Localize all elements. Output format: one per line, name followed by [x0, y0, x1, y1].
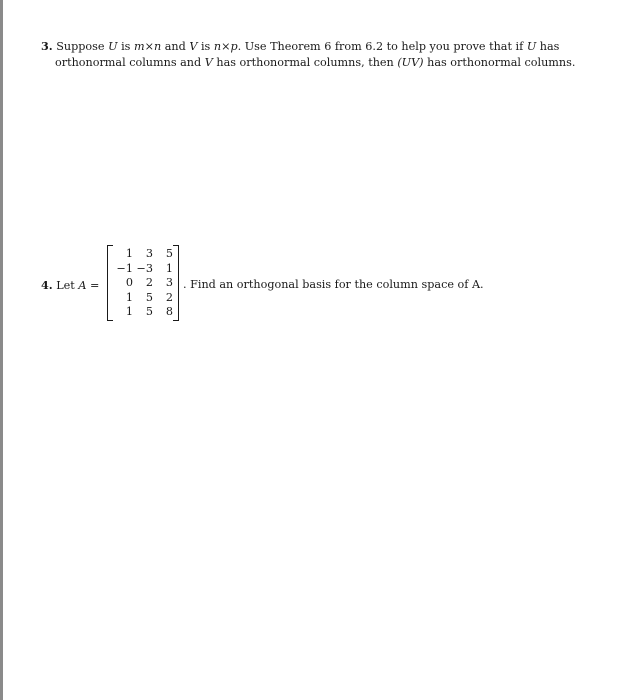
- matrix-row: [115, 262, 173, 276]
- matrix-row: [115, 276, 173, 290]
- math-symbol: U: [108, 40, 118, 53]
- matrix-cell: 2: [165, 290, 173, 304]
- text-run: and: [161, 40, 190, 53]
- matrix-row: [115, 247, 173, 261]
- matrix-cell: 8: [165, 305, 173, 318]
- matrix-cell: −1: [116, 261, 133, 275]
- matrix-cell: 1: [165, 261, 173, 275]
- problem-3-text-2: [55, 56, 575, 69]
- problem-3-line-2: [41, 55, 621, 71]
- problem-4-label: [41, 278, 99, 292]
- text-run: is: [117, 40, 134, 53]
- matrix-cell: 5: [145, 305, 153, 318]
- math-symbol: U: [526, 40, 537, 53]
- equals-sign: =: [86, 279, 100, 292]
- matrix-cell: 3: [165, 276, 173, 289]
- text-run: has: [536, 40, 560, 53]
- text-run: Suppose: [52, 40, 109, 53]
- problem-3-line-1: [41, 38, 621, 55]
- problem-4-number: 4.: [41, 278, 53, 292]
- math-symbol: V: [189, 40, 198, 53]
- matrix-row: [115, 305, 173, 319]
- matrix-cell: 1: [125, 247, 133, 260]
- matrix-cell: 2: [145, 276, 153, 289]
- matrix-cell: 0: [125, 276, 133, 289]
- text-run: orthonormal columns and: [55, 56, 205, 69]
- matrix-a: [107, 244, 179, 322]
- matrix-cell: 1: [125, 305, 133, 318]
- problem-3-text-1: [53, 40, 560, 53]
- problem-4-let: Let: [52, 279, 79, 292]
- problem-4-question: . Find an orthogonal basis for the column space of A.: [183, 278, 484, 291]
- math-symbol: n×p: [213, 40, 238, 53]
- text-run: is: [197, 40, 214, 53]
- matrix-cell: −3: [136, 261, 153, 275]
- problem-3-number: 3.: [41, 39, 53, 53]
- math-symbol: m×n: [133, 40, 162, 53]
- left-bracket: [107, 245, 113, 321]
- math-symbol: V: [204, 56, 213, 69]
- problem-3: [41, 38, 621, 71]
- matrix-variable: A: [78, 279, 87, 292]
- math-symbol: (UV): [397, 56, 424, 69]
- matrix-cell: 3: [145, 247, 153, 260]
- text-run: has orthonormal columns, then: [212, 56, 398, 69]
- matrix-row: [115, 291, 173, 305]
- matrix-cell: 5: [165, 247, 173, 260]
- text-run: . Use Theorem 6 from 6.2 to help you prove that if: [237, 40, 527, 53]
- problem-4: [41, 244, 621, 330]
- text-run: has orthonormal columns.: [423, 56, 576, 69]
- right-bracket: [173, 245, 179, 321]
- matrix-cell: 1: [125, 290, 133, 304]
- matrix-cell: 5: [145, 290, 153, 304]
